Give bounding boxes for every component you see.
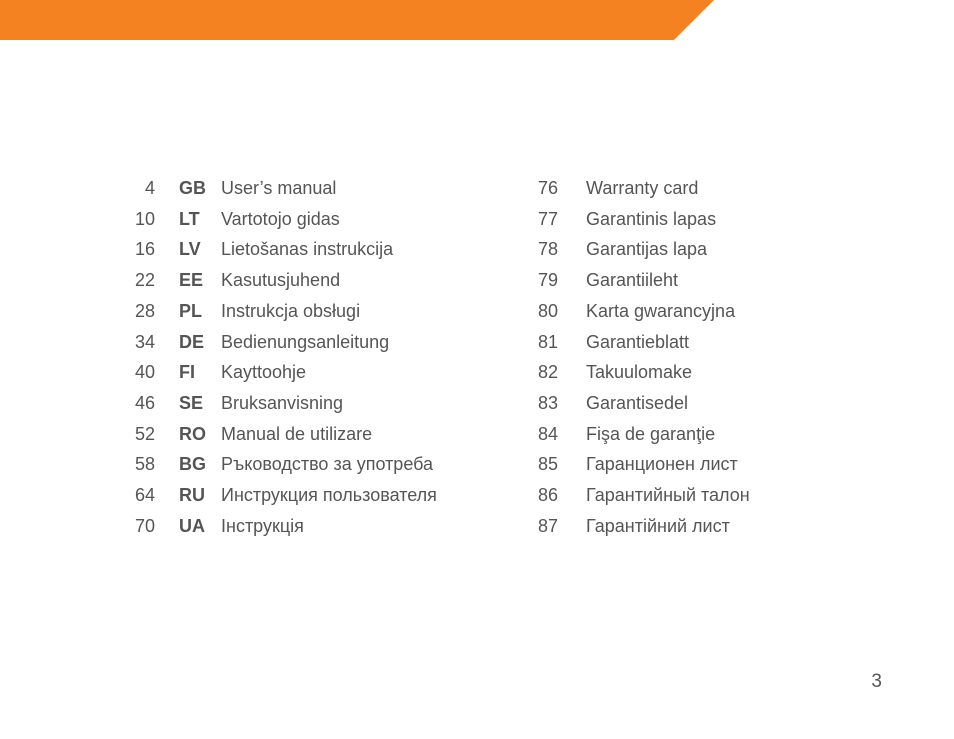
toc-page-number: 78 [537, 239, 558, 260]
toc-row[interactable] [480, 296, 735, 326]
table-of-contents [0, 173, 954, 553]
toc-row[interactable] [480, 449, 738, 479]
toc-row[interactable] [480, 480, 750, 510]
toc-row[interactable] [480, 511, 730, 541]
toc-page-number: 77 [537, 208, 558, 229]
toc-title: Lietošanas instrukcija [221, 239, 394, 260]
toc-page-number: 84 [537, 423, 558, 444]
toc-language-code: UA [179, 515, 205, 536]
toc-page-number: 16 [134, 239, 155, 260]
toc-title: Гарантійний лист [586, 515, 730, 536]
toc-page-number: 58 [134, 454, 155, 475]
toc-page-number: 28 [134, 300, 155, 321]
toc-title: Гаранционен лист [586, 454, 738, 475]
toc-title: Garantijas lapa [586, 239, 708, 260]
toc-language-code: BG [179, 454, 206, 475]
toc-row[interactable] [480, 388, 688, 418]
toc-row[interactable] [480, 419, 715, 449]
toc-row[interactable] [100, 419, 372, 449]
toc-row[interactable] [100, 480, 437, 510]
toc-language-code: EE [179, 270, 204, 291]
toc-page-number: 34 [134, 331, 155, 352]
toc-page-number: 80 [537, 300, 558, 321]
toc-page-number: 70 [134, 515, 155, 536]
toc-title: Ръководство за употреба [221, 454, 434, 475]
toc-row[interactable] [100, 204, 340, 234]
toc-page-number: 86 [537, 485, 558, 505]
toc-page-number: 52 [134, 423, 155, 444]
toc-title: Instrukcja obsługi [221, 300, 361, 321]
toc-language-code: DE [179, 331, 205, 352]
toc-row[interactable] [480, 265, 678, 295]
toc-page-number: 46 [134, 392, 155, 413]
toc-row[interactable] [480, 327, 689, 357]
toc-title: Manual de utilizare [221, 423, 373, 444]
toc-title: Гарантийный талон [586, 485, 750, 505]
toc-row[interactable] [100, 173, 336, 203]
toc-title: Garantinis lapas [586, 208, 717, 229]
toc-row[interactable] [480, 234, 707, 264]
toc-language-code: RU [179, 485, 205, 505]
toc-row[interactable] [480, 357, 692, 387]
toc-row[interactable] [480, 173, 698, 203]
toc-page-number: 81 [537, 331, 558, 352]
toc-title: Kasutusjuhend [221, 270, 341, 291]
toc-row[interactable] [100, 449, 433, 479]
toc-row[interactable] [100, 511, 304, 541]
toc-row[interactable] [100, 234, 393, 264]
toc-row[interactable] [100, 296, 360, 326]
toc-page-number: 10 [134, 208, 155, 229]
toc-language-code: RO [179, 423, 206, 444]
toc-title: Garantisedel [586, 392, 689, 413]
toc-page-number: 79 [537, 270, 558, 291]
toc-page-number: 76 [537, 178, 558, 198]
toc-title: Bedienungsanleitung [221, 331, 390, 352]
toc-title: Інструкція [221, 515, 304, 536]
toc-row[interactable] [100, 265, 340, 295]
page-number: 3 [871, 671, 882, 692]
toc-page-number: 40 [134, 362, 155, 383]
toc-language-code: SE [179, 392, 204, 413]
toc-page-number: 85 [537, 454, 558, 475]
toc-title: Инструкция пользователя [221, 485, 437, 505]
toc-row[interactable] [100, 388, 343, 418]
toc-row[interactable] [100, 327, 389, 357]
toc-title: Fişa de garanţie [586, 423, 716, 444]
toc-page-number: 87 [537, 515, 558, 536]
toc-title: Takuulomake [586, 362, 693, 383]
top-banner [0, 0, 714, 40]
toc-title: Bruksanvisning [221, 392, 344, 413]
toc-page-number: 4 [144, 178, 155, 198]
top-banner-shape [0, 0, 714, 40]
toc-title: User’s manual [221, 178, 337, 198]
toc-row[interactable] [100, 357, 306, 387]
toc-language-code: FI [179, 362, 195, 383]
toc-language-code: PL [179, 300, 203, 321]
toc-page-number: 64 [134, 485, 155, 505]
toc-language-code: LT [179, 208, 200, 229]
toc-title: Garantieblatt [586, 331, 690, 352]
toc-title: Kayttoohje [221, 362, 307, 383]
toc-page-number: 83 [537, 392, 558, 413]
toc-language-code: GB [179, 178, 206, 198]
toc-page-number: 82 [537, 362, 558, 383]
toc-row[interactable] [480, 204, 716, 234]
toc-title: Karta gwarancyjna [586, 300, 736, 321]
toc-title: Garantiileht [586, 270, 679, 291]
toc-title: Warranty card [586, 178, 699, 198]
toc-language-code: LV [179, 239, 201, 260]
toc-page-number: 22 [134, 270, 155, 291]
toc-title: Vartotojo gidas [221, 208, 340, 229]
